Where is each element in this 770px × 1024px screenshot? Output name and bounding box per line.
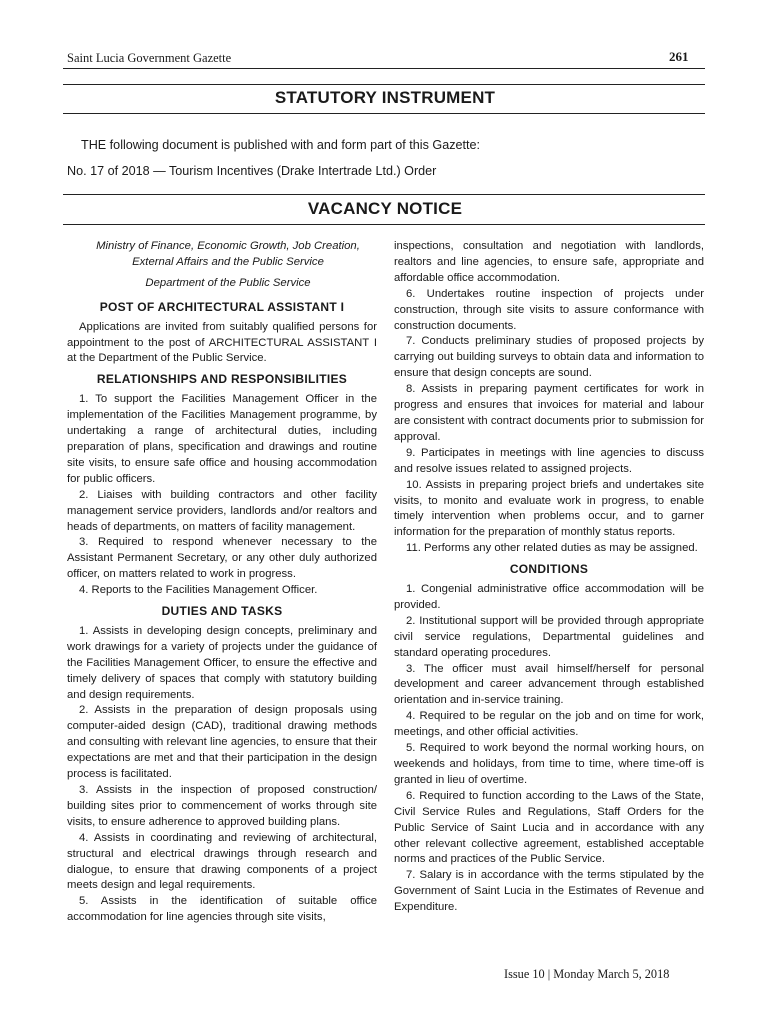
duty-item: 3. Assists in the inspection of proposed construction/ building sites prior to commencement of works through site visits, to ensure adherence to approved building plans.	[67, 784, 377, 828]
post-text: Applications are invited from suitably qualified persons for appointment to the post of ARCHITECTURAL ASSISTANT I at the Department of the Public Service.	[67, 320, 377, 365]
relationship-item: 4. Reports to the Facilities Management Officer.	[79, 584, 318, 597]
vacancy-notice-title: VACANCY NOTICE	[307, 199, 463, 218]
conditions-heading: CONDITIONS	[509, 562, 589, 577]
condition-item: 5. Required to work beyond the normal working hours, on weekends and holidays, from time to time, where time-off is granted in lieu of overtime.	[394, 742, 704, 786]
condition-item: 4. Required to be regular on the job and on time for work, meetings, and other official activities.	[394, 710, 704, 739]
left-column	[67, 239, 377, 926]
condition-item: 1. Congenial administrative office accommodation will be provided.	[394, 583, 704, 611]
relationship-item: 3. Required to respond whenever necessary to the Assistant Permanent Secretary, or any other duly authorized officer, on matters related to work in progress.	[67, 536, 377, 581]
section-rule	[63, 84, 705, 85]
condition-item: 2. Institutional support will be provided through appropriate civil service regulations, Departmental guidelines and standard operating procedures.	[394, 614, 704, 659]
duty-item-continued: inspections, consultation and negotiation with landlords, realtors and line agencies, to ensure safe, appropriate and affordable office accommodation.	[394, 240, 704, 284]
condition-item: 3. The officer must avail himself/herself for personal development and career advancement through established orientation and in-service training.	[394, 662, 704, 707]
right-column	[394, 239, 704, 916]
section-rule	[63, 224, 705, 225]
statutory-item: No. 17 of 2018 — Tourism Incentives (Drake Intertrade Ltd.) Order	[67, 164, 437, 178]
department-line: Department of the Public Service	[145, 276, 311, 289]
duty-item: 6. Undertakes routine inspection of projects under construction, through site visits to assure conformance with construction documents.	[394, 287, 704, 332]
header-rule	[63, 68, 705, 69]
duties-heading: DUTIES AND TASKS	[161, 604, 283, 619]
section-rule	[63, 194, 705, 195]
running-header-title: Saint Lucia Government Gazette	[67, 51, 232, 65]
ministry-line: Ministry of Finance, Economic Growth, Job Creation,	[96, 240, 360, 252]
statutory-intro: THE following document is published with and form part of this Gazette:	[81, 138, 480, 152]
relationship-item: 2. Liaises with building contractors and other facility management service providers, landlords and/or realtors and heads of departments, on matters of facility management.	[67, 488, 377, 533]
ministry-line: External Affairs and the Public Service	[132, 255, 324, 268]
statutory-instrument-title: STATUTORY INSTRUMENT	[274, 88, 496, 107]
duty-item: 5. Assists in the identification of suitable office accommodation for line agencies through site visits,	[67, 895, 377, 924]
condition-item: 7. Salary is in accordance with the terms stipulated by the Government of Saint Lucia in the Estimates of Revenue and Expenditure.	[394, 869, 704, 914]
duty-item: 4. Assists in coordinating and reviewing of architectural, structural and electrical drawings through research and dialogue, to ensure that drawing components of a project meets design and legal requirements.	[67, 831, 377, 892]
duty-item: 11. Performs any other related duties as may be assigned.	[406, 542, 698, 555]
relationship-item: 1. To support the Facilities Management Officer in the implementation of the Facilities Management programme, by undertaking a range of architectural duties, including preparation of plans, specification and drawings and routine site visits, to ensure safe office and housing accommodation for public officers.	[67, 393, 377, 485]
page-number: 261	[669, 49, 689, 64]
issue-footer: Issue 10 | Monday March 5, 2018	[504, 967, 670, 981]
duty-item: 7. Conducts preliminary studies of proposed projects by carrying out building surveys to obtain data and information to ensure that design concepts are sound.	[394, 335, 704, 380]
condition-item: 6. Required to function according to the Laws of the State, Civil Service Rules and Regulations, Staff Orders for the Public Service of Saint Lucia and in accordance with any other relevant collective agreement, established acceptable norms and practices of the Public Service.	[394, 789, 704, 866]
duty-item: 9. Participates in meetings with line agencies to discuss and resolve issues related to assigned projects.	[394, 446, 704, 475]
duty-item: 8. Assists in preparing payment certificates for work in progress and ensures that invoices for material and labour are consistent with contract documents prior to submission for approval.	[394, 383, 704, 443]
duty-item: 2. Assists in the preparation of design proposals using computer-aided design (CAD), traditional drawing methods and consulting with relevant line agencies, to ensure that their expectations are met and that their participation in the design process is facilitated.	[67, 704, 377, 781]
post-heading: POST OF ARCHITECTURAL ASSISTANT I	[99, 299, 345, 314]
duty-item: 10. Assists in preparing project briefs and undertakes site visits, to monito and evaluate work in progress, to enable timely intervention when problems occur, and to garner information for the preparation of monthly status reports.	[394, 478, 704, 539]
section-rule	[63, 113, 705, 114]
duty-item: 1. Assists in developing design concepts, preliminary and work drawings for a variety of projects under the guidance of the Facilities Management Officer, to ensure the effective and timely delivery of spaces that comply with statutory building and design requirements.	[67, 624, 377, 701]
relationships-heading: RELATIONSHIPS AND RESPONSIBILITIES	[96, 372, 348, 387]
